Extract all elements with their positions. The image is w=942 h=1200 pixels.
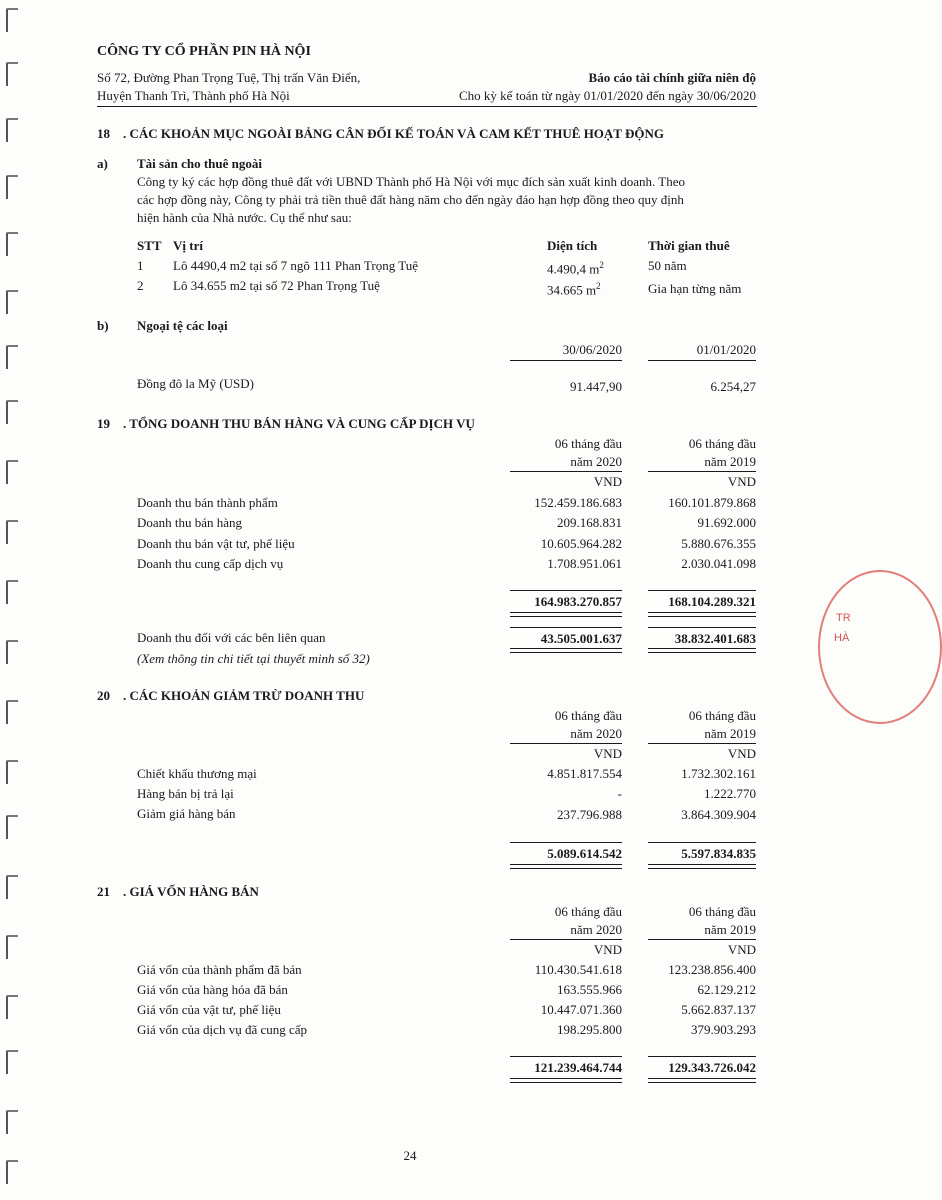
s19-total-top-rule-2	[648, 590, 756, 591]
row-v1: 152.459.186.683	[534, 495, 622, 510]
s18-title: . CÁC KHOẢN MỤC NGOÀI BẢNG CÂN ĐỐI KẾ TOÁN VÀ CAM KẾT THUÊ HOẠT ĐỘNG	[123, 126, 664, 141]
s20-total-top-rule-1	[510, 842, 622, 843]
s19-related-top-rule-1	[510, 627, 622, 628]
address-line2: Huyện Thanh Trì, Thành phố Hà Nội	[97, 88, 290, 103]
s20-col1-unit: VND	[593, 746, 622, 761]
report-title: Báo cáo tài chính giữa niên độ	[588, 70, 756, 85]
company-seal	[818, 570, 942, 724]
s20-total-double-rule-2	[648, 864, 756, 869]
lease-header-term: Thời gian thuê	[648, 238, 730, 253]
s21-total-v1: 121.239.464.744	[534, 1060, 622, 1075]
row-label: Giá vốn của vật tư, phế liệu	[137, 1002, 281, 1017]
s21-total-double-rule-1	[510, 1078, 622, 1083]
row-v2: 5.880.676.355	[681, 536, 756, 551]
s20-title: . CÁC KHOẢN GIẢM TRỪ DOANH THU	[123, 688, 365, 703]
s19-col2-unit: VND	[727, 474, 756, 489]
s21-total-top-rule-2	[648, 1056, 756, 1057]
s21-col2-rule	[648, 939, 756, 940]
row-v1: 10.605.964.282	[540, 536, 622, 551]
s18b-col2-rule	[648, 360, 756, 361]
s18b-title: Ngoại tệ các loại	[137, 318, 228, 333]
row-v2: 5.662.837.137	[681, 1002, 756, 1017]
s21-total-top-rule-1	[510, 1056, 622, 1057]
address-line1: Số 72, Đường Phan Trọng Tuệ, Thị trấn Văn Điển,	[97, 70, 361, 85]
lease-location: Lô 4490,4 m2 tại số 7 ngõ 111 Phan Trọng Tuệ	[173, 258, 418, 273]
s18b-col1-rule	[510, 360, 622, 361]
row-label: Doanh thu bán hàng	[137, 515, 243, 530]
s21-number: 21	[97, 884, 110, 899]
s18b-col1-header: 30/06/2020	[562, 342, 622, 357]
s20-col1-header-1: 06 tháng đầu	[554, 708, 622, 723]
lease-header-area: Diện tích	[547, 238, 598, 253]
s20-total-top-rule-2	[648, 842, 756, 843]
row-v1: -	[617, 786, 622, 801]
related-party-label: Doanh thu đối với các bên liên quan	[137, 630, 326, 645]
row-v2: 3.864.309.904	[681, 807, 756, 822]
s19-col1-header-2: năm 2020	[570, 454, 622, 469]
row-label: Giảm giá hàng bán	[137, 806, 236, 821]
s18a-paragraph-3: hiện hành của Nhà nước. Cụ thể như sau:	[137, 210, 352, 225]
lease-header-location: Vị trí	[173, 238, 203, 253]
related-party-note: (Xem thông tin chi tiết tại thuyết minh số 32)	[137, 651, 370, 666]
row-v2: 123.238.856.400	[668, 962, 756, 977]
s21-col1-rule	[510, 939, 622, 940]
s20-total-v2: 5.597.834.835	[681, 846, 756, 861]
s20-col1-header-2: năm 2020	[570, 726, 622, 741]
row-label: Doanh thu bán thành phẩm	[137, 495, 278, 510]
s19-total-double-rule-2	[648, 612, 756, 617]
row-v1: 163.555.966	[557, 982, 622, 997]
s18-number: 18	[97, 126, 110, 141]
lease-stt: 1	[137, 258, 144, 273]
s19-total-top-rule-1	[510, 590, 622, 591]
row-v2: 62.129.212	[697, 982, 756, 997]
lease-header-stt: STT	[137, 238, 162, 253]
report-period: Cho kỳ kế toán từ ngày 01/01/2020 đến ngày 30/06/2020	[459, 88, 756, 103]
s19-number: 19	[97, 416, 110, 431]
header-rule	[97, 106, 757, 107]
lease-location: Lô 34.655 m2 tại số 72 Phan Trọng Tuệ	[173, 278, 380, 293]
s21-col1-header-2: năm 2020	[570, 922, 622, 937]
lease-term: 50 năm	[648, 258, 687, 273]
s18a-title: Tài sản cho thuê ngoài	[137, 156, 262, 171]
s18a-label: a)	[97, 156, 108, 171]
s20-col2-header-1: 06 tháng đầu	[688, 708, 756, 723]
lease-area: 34.665 $m^2$	[547, 281, 601, 298]
currency-row-label: Đồng đô la Mỹ (USD)	[137, 376, 254, 391]
s21-total-v2: 129.343.726.042	[668, 1060, 756, 1075]
s19-title: . TỔNG DOANH THU BÁN HÀNG VÀ CUNG CẤP DỊCH VỤ	[123, 416, 475, 431]
s20-total-v1: 5.089.614.542	[547, 846, 622, 861]
row-v2: 1.732.302.161	[681, 766, 756, 781]
s19-col2-header-1: 06 tháng đầu	[688, 436, 756, 451]
row-v1: 237.796.988	[557, 807, 622, 822]
s19-col1-rule	[510, 471, 622, 472]
s21-col1-header-1: 06 tháng đầu	[554, 904, 622, 919]
s20-col2-header-2: năm 2019	[704, 726, 756, 741]
s20-total-double-rule-1	[510, 864, 622, 869]
row-v1: 1.708.951.061	[547, 556, 622, 571]
currency-row-v1: 91.447,90	[570, 379, 622, 394]
s20-col2-rule	[648, 743, 756, 744]
s21-col2-unit: VND	[727, 942, 756, 957]
s19-col2-rule	[648, 471, 756, 472]
row-v1: 209.168.831	[557, 515, 622, 530]
s19-related-top-rule-2	[648, 627, 756, 628]
row-v2: 2.030.041.098	[681, 556, 756, 571]
s19-total-v2: 168.104.289.321	[668, 594, 756, 609]
s21-col2-header-1: 06 tháng đầu	[688, 904, 756, 919]
s20-col1-rule	[510, 743, 622, 744]
row-label: Giá vốn của thành phẩm đã bán	[137, 962, 302, 977]
s21-col1-unit: VND	[593, 942, 622, 957]
row-label: Giá vốn của hàng hóa đã bán	[137, 982, 288, 997]
s18b-col2-header: 01/01/2020	[696, 342, 756, 357]
row-label: Doanh thu bán vật tư, phế liệu	[137, 536, 295, 551]
lease-term: Gia hạn từng năm	[648, 281, 742, 296]
s20-number: 20	[97, 688, 110, 703]
seal-text-a: TR	[836, 612, 851, 624]
s21-title: . GIÁ VỐN HÀNG BÁN	[123, 884, 259, 899]
row-v2: 1.222.770	[704, 786, 756, 801]
row-v2: 379.903.293	[691, 1022, 756, 1037]
s19-related-double-rule-2	[648, 648, 756, 653]
s19-total-v1: 164.983.270.857	[534, 594, 622, 609]
s19-col1-header-1: 06 tháng đầu	[554, 436, 622, 451]
currency-row-v2: 6.254,27	[710, 379, 756, 394]
row-label: Giá vốn của dịch vụ đã cung cấp	[137, 1022, 308, 1037]
s19-col1-unit: VND	[593, 474, 622, 489]
row-v1: 198.295.800	[557, 1022, 622, 1037]
row-v2: 91.692.000	[697, 515, 756, 530]
s18b-label: b)	[97, 318, 109, 333]
row-label: Hàng bán bị trả lại	[137, 786, 234, 801]
row-v2: 160.101.879.868	[668, 495, 756, 510]
s19-col2-header-2: năm 2019	[704, 454, 756, 469]
s19-total-double-rule-1	[510, 612, 622, 617]
row-label: Chiết khấu thương mại	[137, 766, 257, 781]
page-number: 24	[403, 1148, 417, 1163]
related-party-v2: 38.832.401.683	[674, 631, 756, 646]
binding-edge	[6, 0, 18, 1200]
related-party-v1: 43.505.001.637	[540, 631, 622, 646]
s21-total-double-rule-2	[648, 1078, 756, 1083]
lease-area: 4.490,4 $m^2$	[547, 260, 604, 277]
seal-text-b: HÀ	[834, 632, 850, 644]
s19-related-double-rule-1	[510, 648, 622, 653]
s20-col2-unit: VND	[727, 746, 756, 761]
row-label: Doanh thu cung cấp dịch vụ	[137, 556, 284, 571]
row-v1: 10.447.071.360	[540, 1002, 622, 1017]
lease-stt: 2	[137, 278, 144, 293]
row-v1: 110.430.541.618	[534, 962, 622, 977]
row-v1: 4.851.817.554	[547, 766, 622, 781]
s18a-paragraph-1: Công ty ký các hợp đồng thuê đất với UBND Thành phố Hà Nội với mục đích sản xuất kinh doanh. Theo	[137, 174, 686, 189]
s18a-paragraph-2: các hợp đồng này, Công ty phải trả tiền thuê đất hàng năm cho đến ngày đáo hạn hợp đồng theo quy định	[137, 192, 684, 207]
company-name: CÔNG TY CỔ PHẦN PIN HÀ NỘI	[97, 44, 311, 59]
s21-col2-header-2: năm 2019	[704, 922, 756, 937]
